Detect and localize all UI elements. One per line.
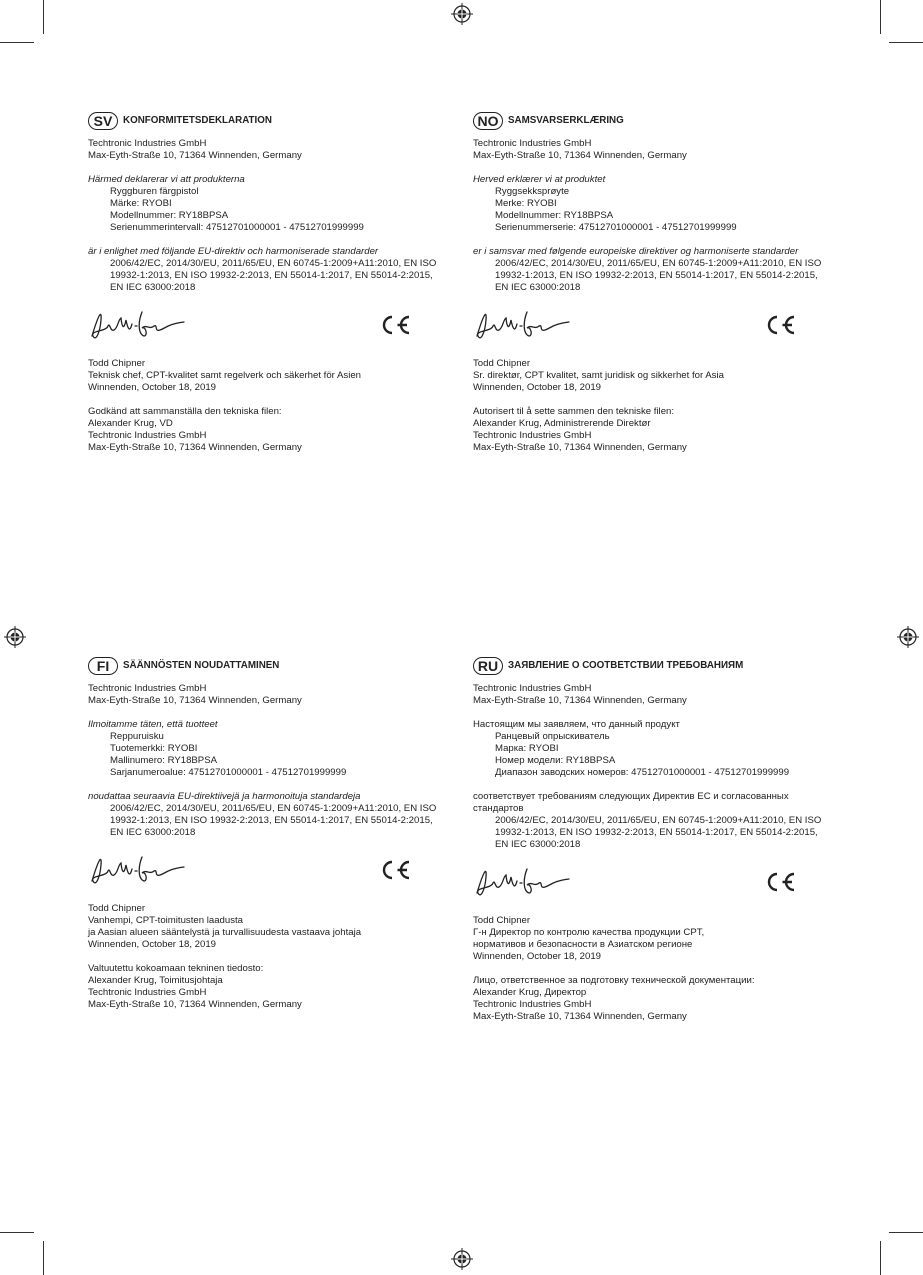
directive-line: 19932-1:2013, EN ISO 19932-2:2013, EN 55014-1:2017, EN 55014-2:2015, xyxy=(495,270,818,281)
directives-block xyxy=(473,791,853,851)
signer-line: Winnenden, October 18, 2019 xyxy=(88,939,217,950)
product-line: Номер модели: RY18BPSA xyxy=(495,755,616,766)
tech-line: Alexander Krug, Toimitusjohtaja xyxy=(88,975,223,986)
product-block xyxy=(473,719,853,779)
section-header xyxy=(473,110,853,132)
directive-line: 2006/42/EC, 2014/30/EU, 2011/65/EU, EN 60745-1:2009+A11:2010, EN ISO xyxy=(110,803,437,814)
company-address: Max-Eyth-Straße 10, 71364 Winnenden, Germany xyxy=(88,695,302,706)
language-badge: NO xyxy=(473,112,503,130)
signature-icon xyxy=(473,863,573,903)
directives-block xyxy=(88,246,468,294)
language-badge: RU xyxy=(473,657,503,675)
tech-line: Max-Eyth-Straße 10, 71364 Winnenden, Germany xyxy=(88,442,302,453)
company-block xyxy=(473,683,853,707)
crop-mark xyxy=(880,1241,881,1275)
company-name: Techtronic Industries GmbH xyxy=(473,138,592,149)
section-title: ЗАЯВЛЕНИЕ О СООТВЕТСТВИИ ТРЕБОВАНИЯМ xyxy=(508,660,744,671)
tech-line: Max-Eyth-Straße 10, 71364 Winnenden, Germany xyxy=(473,442,687,453)
crop-mark xyxy=(889,42,923,43)
product-line: Reppuruisku xyxy=(110,731,164,742)
declaration-intro: Настоящим мы заявляем, что данный продукт xyxy=(473,719,680,730)
directives-block xyxy=(473,246,853,294)
section-header xyxy=(88,655,468,677)
directives-intro: er i samsvar med følgende europeiske direktiver og harmoniserte standarder xyxy=(473,246,799,257)
directives-block xyxy=(88,791,468,839)
declaration-intro: Ilmoitamme täten, että tuotteet xyxy=(88,719,218,730)
signature-icon xyxy=(473,306,573,346)
signer-line: Winnenden, October 18, 2019 xyxy=(473,382,602,393)
signer-line: Г-н Директор по контролю качества продукции CPT, xyxy=(473,927,705,938)
registration-mark-icon xyxy=(4,626,26,648)
directive-line: EN IEC 63000:2018 xyxy=(110,282,196,293)
section-title: KONFORMITETSDEKLARATION xyxy=(123,115,272,126)
directive-line: 19932-1:2013, EN ISO 19932-2:2013, EN 55014-1:2017, EN 55014-2:2015, xyxy=(110,270,433,281)
tech-line: Max-Eyth-Straße 10, 71364 Winnenden, Germany xyxy=(473,1011,687,1022)
tech-line: Valtuutettu kokoamaan tekninen tiedosto: xyxy=(88,963,264,974)
section-no xyxy=(473,110,853,466)
product-line: Merke: RYOBI xyxy=(495,198,557,209)
directives-intro: стандартов xyxy=(473,803,524,814)
company-address: Max-Eyth-Straße 10, 71364 Winnenden, Germany xyxy=(473,695,687,706)
company-address: Max-Eyth-Straße 10, 71364 Winnenden, Germany xyxy=(473,150,687,161)
signer-block xyxy=(473,915,853,963)
signer-line: Todd Chipner xyxy=(473,358,531,369)
language-badge: FI xyxy=(88,657,118,675)
signature-icon xyxy=(88,306,188,346)
signature-row xyxy=(88,306,468,350)
ce-mark-icon xyxy=(763,314,797,336)
product-line: Ryggsekksprøyte xyxy=(495,186,570,197)
technical-file-block xyxy=(473,406,853,454)
product-line: Serienummerserie: 47512701000001 - 47512701999999 xyxy=(495,222,737,233)
signer-line: ja Aasian alueen sääntelystä ja turvallisuudesta vastaava johtaja xyxy=(88,927,362,938)
signature-row xyxy=(473,306,853,350)
product-block xyxy=(88,719,468,779)
directives-intro: är i enlighet med följande EU-direktiv och harmoniserade standarder xyxy=(88,246,379,257)
product-line: Sarjanumeroalue: 47512701000001 - 47512701999999 xyxy=(110,767,347,778)
tech-line: Лицо, ответственное за подготовку технической документации: xyxy=(473,975,755,986)
product-line: Tuotemerkki: RYOBI xyxy=(110,743,198,754)
product-line: Ryggburen färgpistol xyxy=(110,186,199,197)
technical-file-block xyxy=(88,963,468,1011)
tech-line: Alexander Krug, Administrerende Direktør xyxy=(473,418,651,429)
tech-line: Max-Eyth-Straße 10, 71364 Winnenden, Germany xyxy=(88,999,302,1010)
section-title: SAMSVARSERKLÆRING xyxy=(508,115,624,126)
signer-line: Teknisk chef, CPT-kvalitet samt regelverk och säkerhet för Asien xyxy=(88,370,361,381)
tech-line: Alexander Krug, VD xyxy=(88,418,173,429)
company-block xyxy=(88,138,468,162)
registration-mark-icon xyxy=(451,1248,473,1270)
signer-line: Winnenden, October 18, 2019 xyxy=(88,382,217,393)
signer-block xyxy=(473,358,853,394)
company-name: Techtronic Industries GmbH xyxy=(88,683,207,694)
signer-line: Todd Chipner xyxy=(473,915,531,926)
company-block xyxy=(473,138,853,162)
crop-mark xyxy=(0,1232,34,1233)
directive-line: EN IEC 63000:2018 xyxy=(495,282,581,293)
signer-line: Vanhempi, CPT-toimitusten laadusta xyxy=(88,915,243,926)
ce-mark-icon xyxy=(763,871,797,893)
directive-line: 2006/42/EC, 2014/30/EU, 2011/65/EU, EN 60745-1:2009+A11:2010, EN ISO xyxy=(495,258,822,269)
registration-mark-icon xyxy=(451,3,473,25)
directive-line: 2006/42/EC, 2014/30/EU, 2011/65/EU, EN 60745-1:2009+A11:2010, EN ISO xyxy=(495,815,822,826)
section-fi xyxy=(88,655,468,1023)
crop-mark xyxy=(889,1232,923,1233)
crop-mark xyxy=(880,0,881,34)
ce-mark-icon xyxy=(378,314,412,336)
company-name: Techtronic Industries GmbH xyxy=(88,138,207,149)
directive-line: EN IEC 63000:2018 xyxy=(495,839,581,850)
product-block xyxy=(473,174,853,234)
tech-line: Autorisert til å sette sammen den tekniske filen: xyxy=(473,406,675,417)
signer-line: Sr. direktør, CPT kvalitet, samt juridisk og sikkerhet for Asia xyxy=(473,370,724,381)
signature-row xyxy=(473,863,853,907)
product-line: Диапазон заводских номеров: 47512701000001 - 47512701999999 xyxy=(495,767,790,778)
directive-line: 19932-1:2013, EN ISO 19932-2:2013, EN 55014-1:2017, EN 55014-2:2015, xyxy=(495,827,818,838)
signer-line: Winnenden, October 18, 2019 xyxy=(473,951,602,962)
signer-block xyxy=(88,903,468,951)
directives-intro: соответствует требованиям следующих Директив ЕС и согласованных xyxy=(473,791,789,802)
product-line: Märke: RYOBI xyxy=(110,198,172,209)
crop-mark xyxy=(0,42,34,43)
product-line: Serienummerintervall: 47512701000001 - 47512701999999 xyxy=(110,222,364,233)
signer-line: Todd Chipner xyxy=(88,358,146,369)
tech-line: Techtronic Industries GmbH xyxy=(473,430,592,441)
signature-row xyxy=(88,851,468,895)
section-sv xyxy=(88,110,468,466)
signer-line: Todd Chipner xyxy=(88,903,146,914)
registration-mark-icon xyxy=(897,626,919,648)
crop-mark xyxy=(43,0,44,34)
product-line: Modellnummer: RY18BPSA xyxy=(495,210,614,221)
product-line: Марка: RYOBI xyxy=(495,743,559,754)
company-block xyxy=(88,683,468,707)
directives-intro: noudattaa seuraavia EU-direktiivejä ja harmonoituja standardeja xyxy=(88,791,361,802)
crop-mark xyxy=(43,1241,44,1275)
product-line: Modellnummer: RY18BPSA xyxy=(110,210,229,221)
tech-line: Alexander Krug, Директор xyxy=(473,987,587,998)
signer-block xyxy=(88,358,468,394)
section-header xyxy=(88,110,468,132)
product-line: Mallinumero: RY18BPSA xyxy=(110,755,218,766)
product-block xyxy=(88,174,468,234)
product-line: Ранцевый опрыскиватель xyxy=(495,731,610,742)
directive-line: 19932-1:2013, EN ISO 19932-2:2013, EN 55014-1:2017, EN 55014-2:2015, xyxy=(110,815,433,826)
directive-line: 2006/42/EC, 2014/30/EU, 2011/65/EU, EN 60745-1:2009+A11:2010, EN ISO xyxy=(110,258,437,269)
tech-line: Godkänd att sammanställa den tekniska filen: xyxy=(88,406,282,417)
declaration-intro: Härmed deklarerar vi att produkterna xyxy=(88,174,245,185)
company-address: Max-Eyth-Straße 10, 71364 Winnenden, Germany xyxy=(88,150,302,161)
signer-line: нормативов и безопасности в Азиатском регионе xyxy=(473,939,693,950)
directive-line: EN IEC 63000:2018 xyxy=(110,827,196,838)
tech-line: Techtronic Industries GmbH xyxy=(88,987,207,998)
technical-file-block xyxy=(473,975,853,1023)
language-badge: SV xyxy=(88,112,118,130)
declaration-intro: Herved erklærer vi at produktet xyxy=(473,174,606,185)
section-title: SÄÄNNÖSTEN NOUDATTAMINEN xyxy=(123,660,280,671)
company-name: Techtronic Industries GmbH xyxy=(473,683,592,694)
tech-line: Techtronic Industries GmbH xyxy=(473,999,592,1010)
technical-file-block xyxy=(88,406,468,454)
section-header xyxy=(473,655,853,677)
tech-line: Techtronic Industries GmbH xyxy=(88,430,207,441)
ce-mark-icon xyxy=(378,859,412,881)
signature-icon xyxy=(88,851,188,891)
section-ru xyxy=(473,655,853,1035)
